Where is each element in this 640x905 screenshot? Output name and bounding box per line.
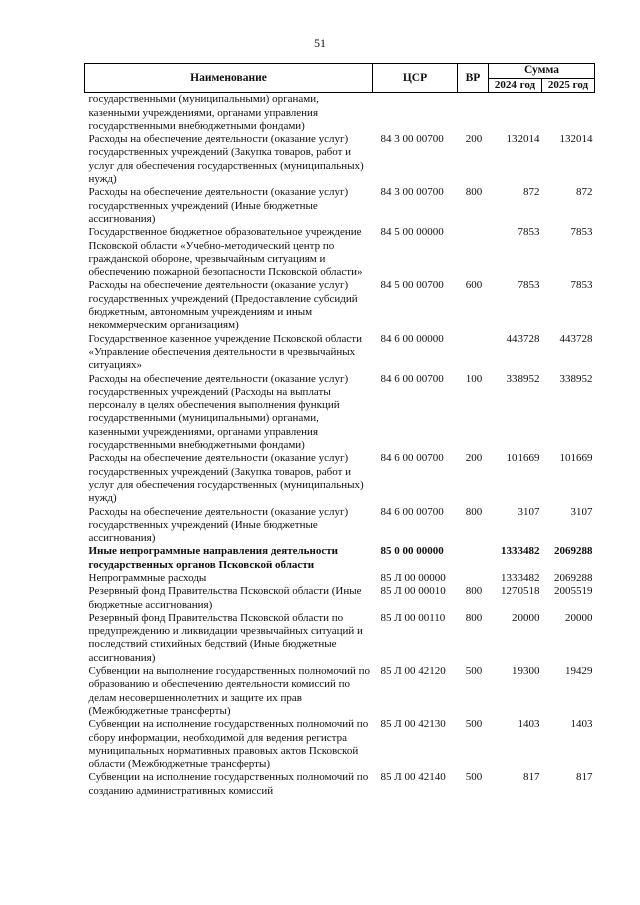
- row-vr: 600: [465, 279, 483, 292]
- row-vr: [458, 93, 489, 133]
- header-sum: Сумма: [489, 64, 595, 79]
- row-sum-2024: 101669: [506, 452, 540, 465]
- row-csr: 84 6 00 00700: [380, 372, 444, 385]
- row-csr: 85 Л 00 00000: [380, 571, 446, 584]
- row-csr: 85 Л 00 42120: [380, 665, 446, 678]
- row-vr: 800: [465, 186, 483, 199]
- row-sum-2025: 20000: [565, 611, 593, 624]
- row-name: Государственное бюджетное образовательное учреждение Псковской области «Учебно-методический центр по гражданской обороне, чрезвычайным ситуациям и обеспечению пожарной безопасности Псковской области»: [88, 226, 363, 279]
- row-vr: [458, 333, 489, 373]
- table-row: [85, 373, 595, 453]
- table-row: [85, 665, 595, 718]
- row-vr: [458, 572, 489, 585]
- row-sum-2024: [489, 93, 542, 133]
- table-row: [85, 506, 595, 546]
- row-sum-2025: 817: [576, 771, 593, 784]
- row-vr: [458, 226, 489, 279]
- row-sum-2025: 2069288: [554, 545, 593, 558]
- row-sum-2025: 2069288: [554, 571, 593, 584]
- row-vr: 800: [465, 585, 483, 598]
- header-name: Наименование: [85, 64, 373, 93]
- row-sum-2024: 1270518: [501, 585, 540, 598]
- row-sum-2024: 1403: [517, 718, 540, 731]
- table-row: [85, 612, 595, 665]
- row-name: Расходы на обеспечение деятельности (оказание услуг) государственных учреждений (Иные бюджетные ассигнования): [88, 186, 349, 225]
- row-sum-2024: 132014: [506, 133, 540, 146]
- row-vr: 500: [465, 665, 483, 678]
- row-vr: [458, 545, 489, 572]
- row-sum-2025: 2005519: [554, 585, 593, 598]
- row-csr: 84 5 00 00000: [380, 226, 444, 239]
- header-year-2025: 2025 год: [542, 79, 595, 93]
- row-name: Непрограммные расходы: [88, 571, 207, 584]
- table-row: [85, 133, 595, 186]
- row-name: Иные непрограммные направления деятельности государственных органов Псковской области: [88, 545, 338, 571]
- row-csr: 85 0 00 00000: [380, 545, 444, 558]
- table-row: [85, 452, 595, 505]
- row-csr: 84 3 00 00700: [380, 186, 444, 199]
- row-csr: 85 Л 00 42130: [380, 718, 446, 731]
- row-csr: 85 Л 00 00010: [380, 585, 446, 598]
- table-row: [85, 226, 595, 279]
- row-name: Резервный фонд Правительства Псковской области (Иные бюджетные ассигнования): [88, 585, 362, 611]
- row-sum-2024: 817: [523, 771, 540, 784]
- row-sum-2025: 101669: [559, 452, 593, 465]
- row-sum-2025: 872: [576, 186, 593, 199]
- row-name: Расходы на обеспечение деятельности (оказание услуг) государственных учреждений (Предоставление субсидий бюджетным, автономным учреждениям и иным некоммерческим организациям): [88, 279, 358, 332]
- row-vr: 200: [465, 452, 483, 465]
- row-vr: 800: [465, 505, 483, 518]
- row-sum-2024: 443728: [506, 332, 540, 345]
- row-sum-2024: 1333482: [501, 545, 540, 558]
- row-csr: 84 6 00 00700: [380, 505, 444, 518]
- table-row: [85, 718, 595, 771]
- table-row: [85, 572, 595, 585]
- table-row: [85, 186, 595, 226]
- row-name: Расходы на обеспечение деятельности (оказание услуг) государственных учреждений (Закупка товаров, работ и услуг для обеспечения государственных (муниципальных) нужд): [88, 133, 364, 186]
- row-csr: 84 6 00 00000: [380, 332, 444, 345]
- row-vr: 800: [465, 611, 483, 624]
- table-row: [85, 279, 595, 332]
- page-number: 51: [314, 36, 326, 50]
- row-sum-2024: 3107: [517, 505, 540, 518]
- table-body: [85, 93, 595, 798]
- row-csr: 84 3 00 00700: [380, 133, 444, 146]
- row-csr: 85 Л 00 00110: [380, 611, 446, 624]
- row-sum-2025: 338952: [559, 372, 593, 385]
- row-sum-2025: 7853: [570, 279, 593, 292]
- header-vr: ВР: [458, 64, 489, 93]
- budget-table: [84, 63, 595, 798]
- table-header: [85, 64, 595, 93]
- row-name: Резервный фонд Правительства Псковской области по предупреждению и ликвидации чрезвычайных ситуаций и последствий стихийных бедствий (Иные бюджетные ассигнования): [88, 611, 363, 664]
- row-csr: 84 6 00 00700: [380, 452, 444, 465]
- table-row: [85, 333, 595, 373]
- row-name: Субвенции на выполнение государственных полномочий по образованию и обеспечению деятельности комиссий по делам несовершеннолетних и защите их прав (Межбюджетные трансферты): [88, 665, 371, 717]
- row-sum-2024: 19300: [512, 665, 540, 678]
- header-csr: ЦСР: [373, 64, 458, 93]
- table-row: [85, 585, 595, 612]
- header-year-2024: 2024 год: [489, 79, 542, 93]
- row-sum-2025: 1403: [570, 718, 593, 731]
- row-sum-2025: 3107: [570, 505, 593, 518]
- row-vr: 500: [465, 771, 483, 784]
- row-csr: [373, 93, 458, 133]
- table-row: [85, 545, 595, 572]
- table-row: [85, 93, 595, 133]
- row-name: Расходы на обеспечение деятельности (оказание услуг) государственных учреждений (Закупка товаров, работ и услуг для обеспечения государственных (муниципальных) нужд): [88, 452, 364, 505]
- row-sum-2024: 7853: [517, 279, 540, 292]
- row-name: государственными (муниципальными) органами, казенными учреждениями, органами управления государственными внебюджетными фондами): [88, 93, 319, 132]
- row-sum-2025: 7853: [570, 226, 593, 239]
- row-name: Расходы на обеспечение деятельности (оказание услуг) государственных учреждений (Иные бюджетные ассигнования): [88, 505, 349, 545]
- row-csr: 85 Л 00 42140: [380, 771, 446, 784]
- row-csr: 84 5 00 00700: [380, 279, 444, 292]
- row-name: Расходы на обеспечение деятельности (оказание услуг) государственных учреждений (Расходы на выплаты персоналу в целях обеспечения выполнения функций государственными (муниципальными) органами, казенными учреждениями, органами управления государственными внебюджетными фондами): [88, 372, 349, 452]
- row-name: Субвенции на исполнение государственных полномочий по сбору информации, необходимой для ведения регистра муниципальных нормативных правовых актов Псковской области (Межбюджетные трансферты): [88, 718, 369, 771]
- row-sum-2024: 20000: [512, 611, 540, 624]
- row-sum-2024: 7853: [517, 226, 540, 239]
- row-name: Субвенции на исполнение государственных полномочий по созданию административных комиссий: [88, 771, 369, 797]
- row-vr: 200: [465, 133, 483, 146]
- row-sum-2024: 338952: [506, 372, 540, 385]
- row-sum-2025: 443728: [559, 332, 593, 345]
- table-row: [85, 771, 595, 798]
- row-sum-2024: 872: [523, 186, 540, 199]
- row-sum-2025: [542, 93, 595, 133]
- row-vr: 100: [465, 372, 483, 385]
- row-sum-2024: 1333482: [501, 571, 540, 584]
- row-vr: 500: [465, 718, 483, 731]
- row-name: Государственное казенное учреждение Псковской области «Управление обеспечения деятельности в чрезвычайных ситуациях»: [88, 332, 362, 372]
- row-sum-2025: 132014: [559, 133, 593, 146]
- row-sum-2025: 19429: [565, 665, 593, 678]
